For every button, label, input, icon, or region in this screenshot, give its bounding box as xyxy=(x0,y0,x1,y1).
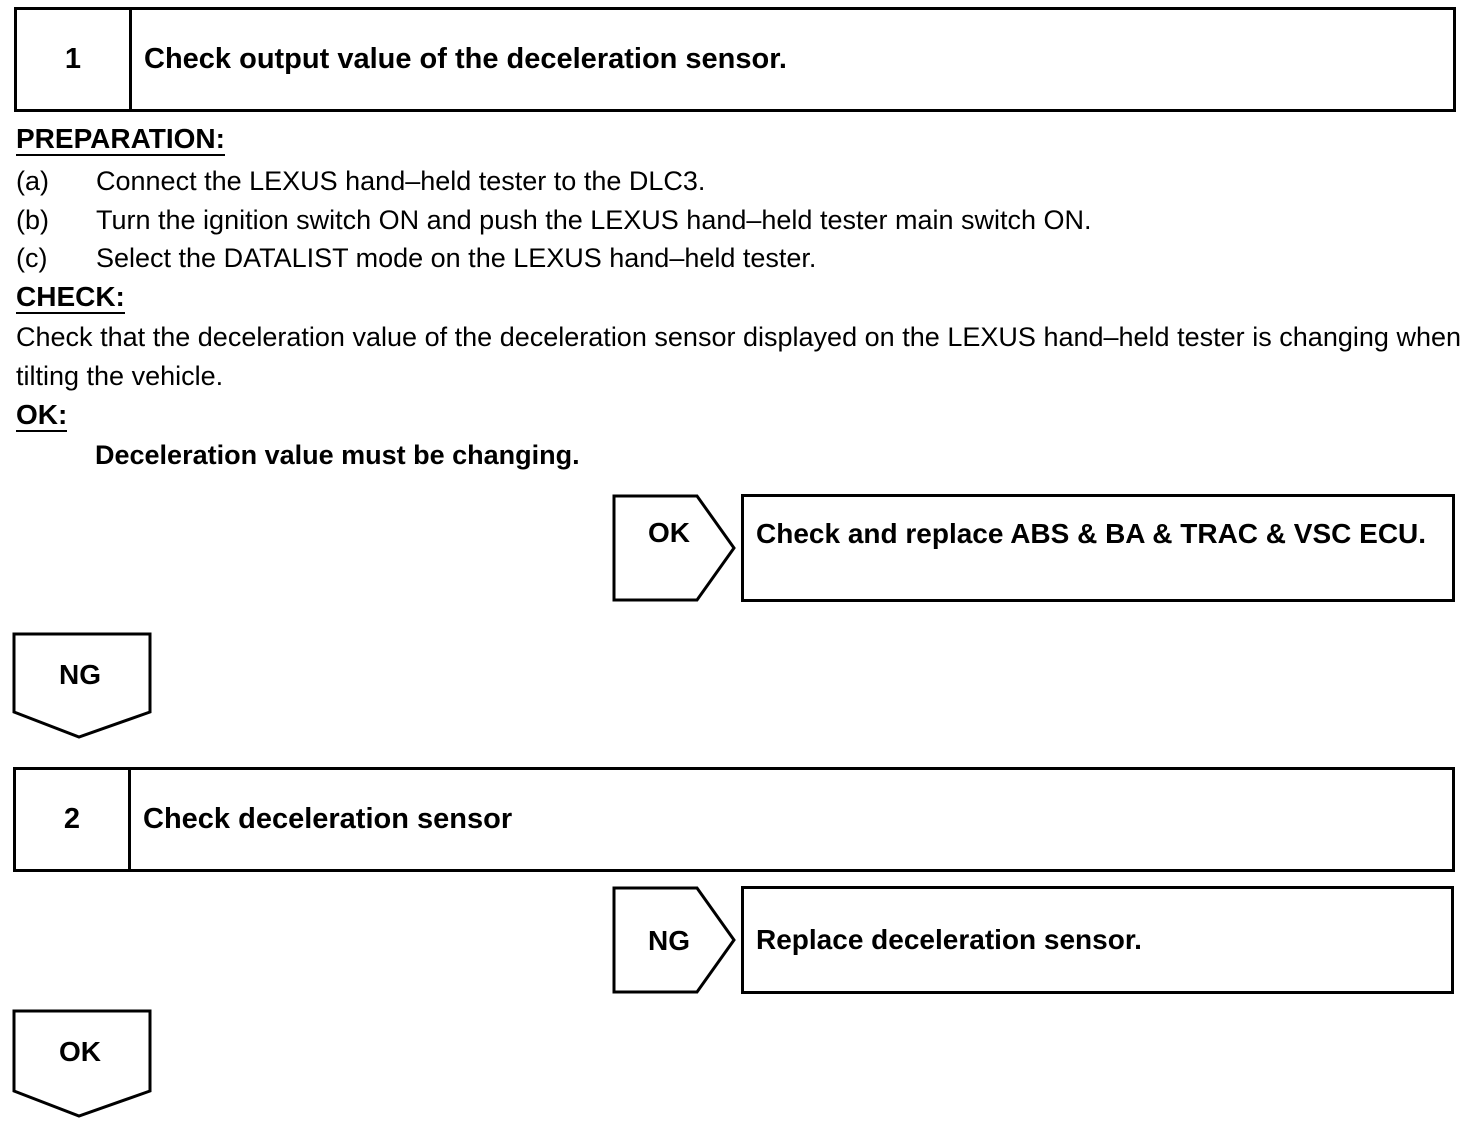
ng-down-arrow xyxy=(12,632,154,742)
item-label: (b) xyxy=(16,205,49,235)
ok-down-arrow xyxy=(12,1009,154,1121)
ok-arrow-label: OK xyxy=(648,517,690,548)
item-text: Connect the LEXUS hand–held tester to the DLC3. xyxy=(96,166,706,196)
item-label: (a) xyxy=(16,166,49,196)
preparation-heading: PREPARATION: xyxy=(16,123,225,154)
result-box-replace-ecu xyxy=(741,494,1455,602)
item-text: Turn the ignition switch ON and push the LEXUS hand–held tester main switch ON. xyxy=(96,205,1092,235)
step-1-number: 1 xyxy=(17,10,132,109)
item-label: (c) xyxy=(16,243,48,273)
step-2-title: Check deceleration sensor xyxy=(143,803,513,835)
ng-arrow-label: NG xyxy=(648,925,690,956)
preparation-item xyxy=(16,205,1092,235)
result-text: Check and replace ABS & BA & TRAC & VSC ECU. xyxy=(756,518,1427,549)
check-text: Check that the deceleration value of the deceleration sensor displayed on the LEXUS hand–held tester is changing when tilting the vehicle. xyxy=(16,322,1461,391)
preparation-item xyxy=(16,243,816,273)
ok-right-arrow xyxy=(612,494,742,604)
step-2-number: 2 xyxy=(16,770,131,869)
preparation-item xyxy=(16,166,705,196)
result-box-replace-sensor xyxy=(741,886,1454,994)
item-text: Select the DATALIST mode on the LEXUS hand–held tester. xyxy=(96,243,817,273)
check-heading: CHECK: xyxy=(16,281,125,312)
result-text: Replace deceleration sensor. xyxy=(756,924,1142,955)
ng-arrow-label: NG xyxy=(59,659,101,690)
ng-right-arrow xyxy=(612,886,742,996)
ok-spec-text: Deceleration value must be changing. xyxy=(95,440,580,470)
step-1-title: Check output value of the deceleration sensor. xyxy=(144,43,787,75)
step-1-header xyxy=(14,7,1456,112)
step-2-header xyxy=(13,767,1455,872)
ok-down-label: OK xyxy=(59,1036,101,1067)
ok-heading: OK: xyxy=(16,399,68,430)
